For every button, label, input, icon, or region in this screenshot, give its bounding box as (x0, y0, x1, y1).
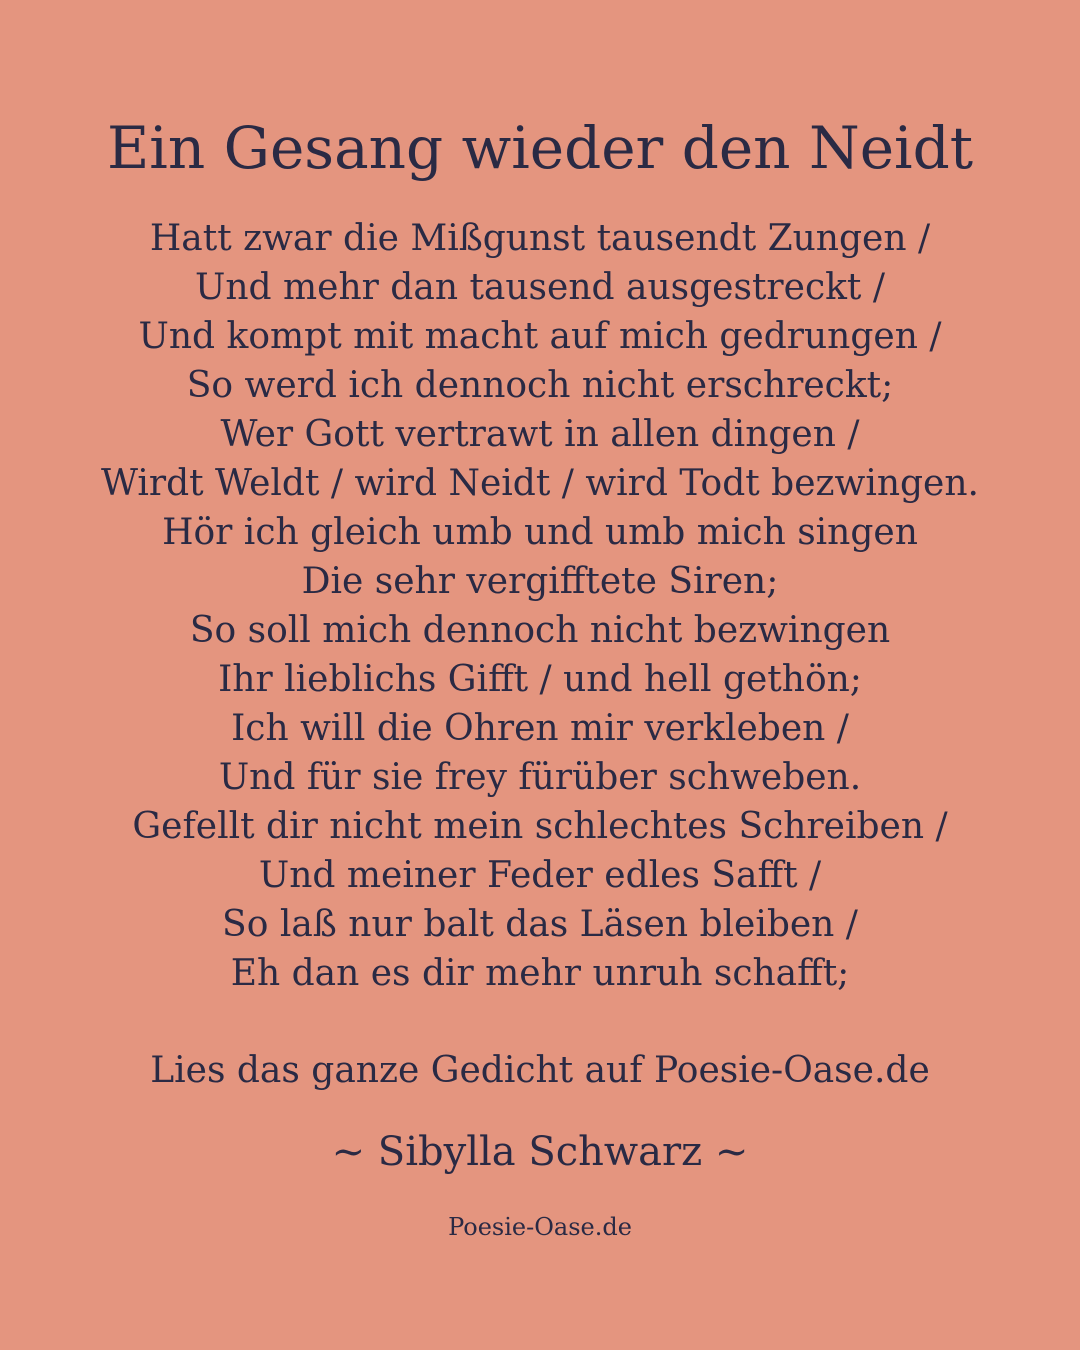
author-name: ~ Sibylla Schwarz ~ (331, 1129, 749, 1175)
read-full-poem-text: Lies das ganze Gedicht auf Poesie-Oase.de (150, 1050, 930, 1091)
poem-line: Und kompt mit macht auf mich gedrungen / (138, 316, 942, 357)
poem-line: Und meiner Feder edles Safft / (258, 855, 822, 896)
poem-line: Ich will die Ohren mir verkleben / (231, 708, 849, 749)
poem-body (0, 214, 1080, 998)
poem-line: Eh dan es dir mehr unruh schafft; (230, 953, 850, 994)
poem-line: Die sehr vergifftete Siren; (301, 561, 779, 602)
poem-line: Gefellt dir nicht mein schlechtes Schreiben / (132, 806, 948, 847)
poem-line: Ihr lieblichs Gifft / und hell gethön; (218, 659, 862, 700)
poem-line: Und für sie frey fürüber schweben. (218, 757, 862, 798)
poem-line: Und mehr dan tausend ausgestreckt / (195, 267, 885, 308)
poem-line: So laß nur balt das Läsen bleiben / (222, 904, 858, 945)
poem-line: Wer Gott vertrawt in allen dingen / (220, 414, 860, 455)
poem-line: Hör ich gleich umb und umb mich singen (162, 512, 918, 553)
poem-line: So werd ich dennoch nicht erschreckt; (186, 365, 894, 406)
poem-line: Hatt zwar die Mißgunst tausendt Zungen / (149, 218, 931, 259)
site-footer: Poesie-Oase.de (448, 1213, 632, 1241)
poem-line: Wirdt Weldt / wird Neidt / wird Todt bezwingen. (100, 463, 979, 504)
poem-title: Ein Gesang wieder den Neidt (106, 114, 974, 182)
poem-line: So soll mich dennoch nicht bezwingen (189, 610, 891, 651)
